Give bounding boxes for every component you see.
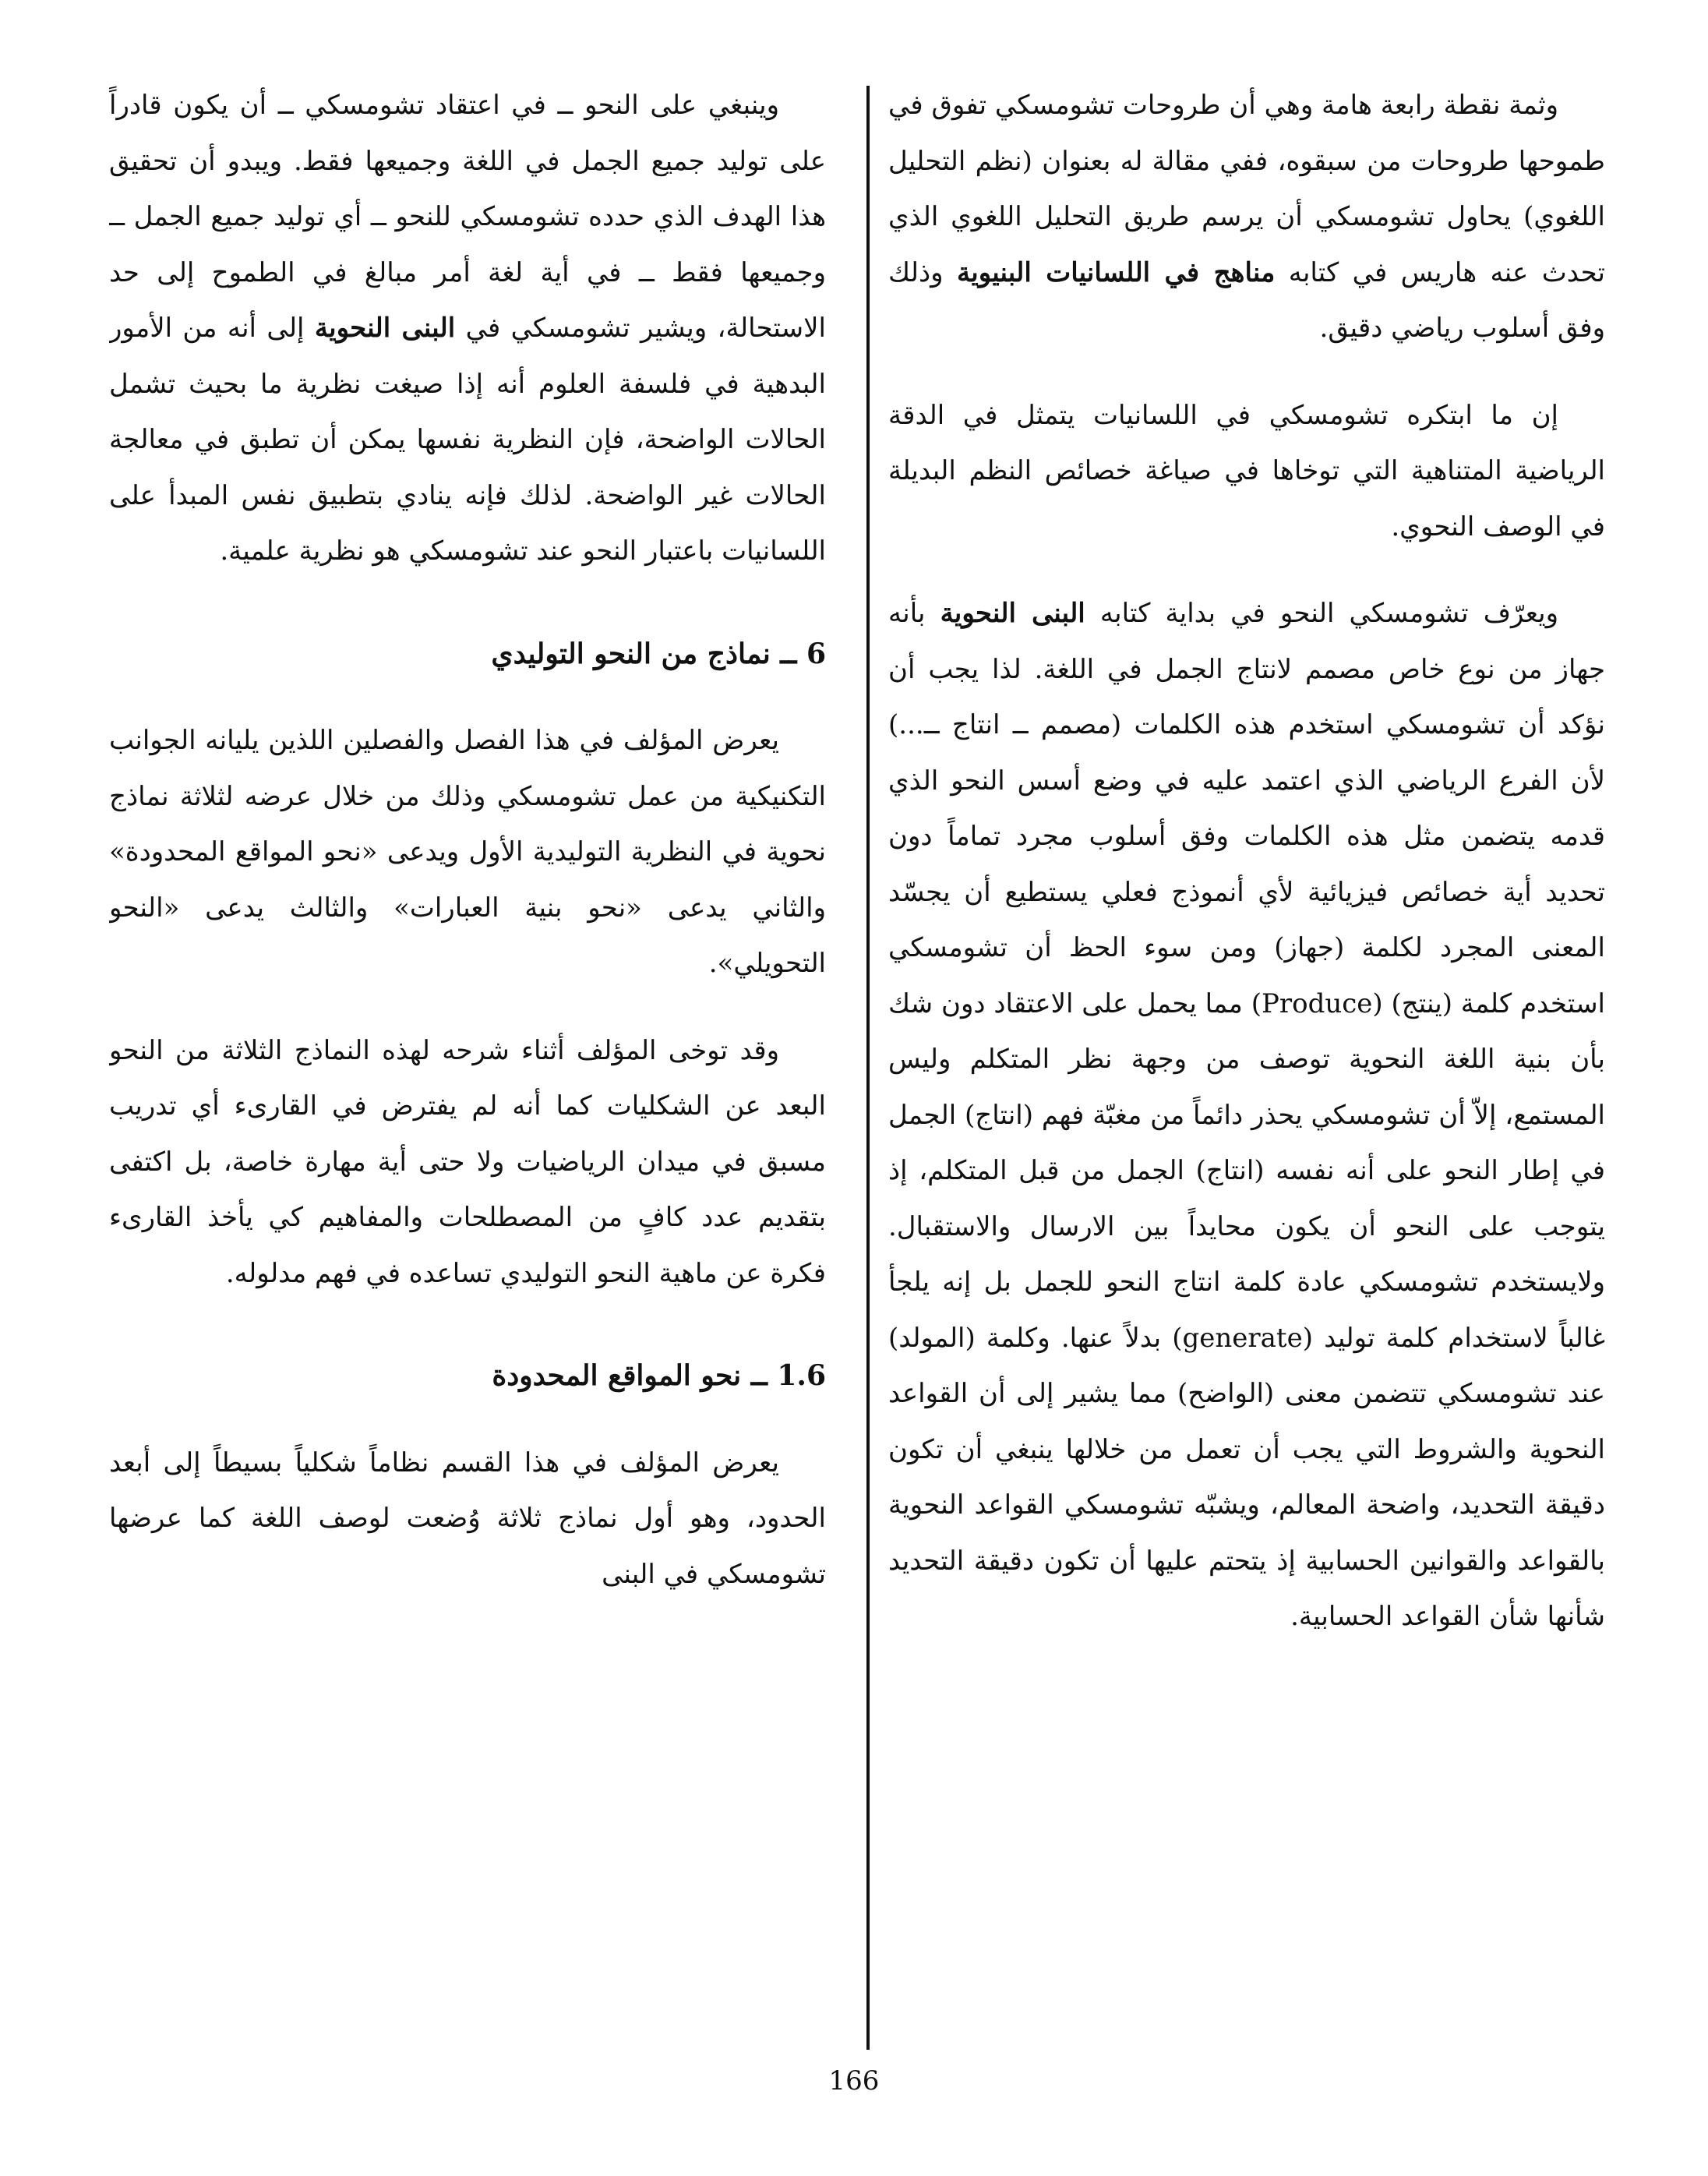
paragraph: وقد توخى المؤلف أثناء شرحه لهذه النماذج الثلاثة من النحو البعد عن الشكليات كما أنه لم يفترض في القارىء أي تدريب مسبق في ميدان الرياضيات ولا حتى أية مهارة خاصة، بل اكتفى بتقديم عدد كافٍ من المصطلحات والمفاهيم كي يأخذ القارىء فكرة عن ماهية النحو التوليدي تساعده في فهم مدلوله.	[109, 1034, 826, 1289]
paragraph: إن ما ابتكره تشومسكي في اللسانيات يتمثل في الدقة الرياضية المتناهية التي توخاها في صياغة خصائص النظم البديلة في الوصف النحوي.	[888, 399, 1605, 542]
paragraph-text: وينبغي على النحو ــ في اعتقاد تشومسكي ــ أن يكون قادراً على توليد جميع الجمل في اللغة وجميعها فقط. ويبدو أن تحقيق هذا الهدف الذي حدده تشومسكي للنحو ــ أي توليد جميع الجمل ــ وجميعها فقط ــ في أية لغة أمر مبالغ في الطموح إلى حد الاستحالة، ويشير تشومسكي في	[109, 90, 826, 344]
paragraph-text: إلى أنه من الأمور البدهية في فلسفة العلوم أنه إذا صيغت نظرية ما بحيث تشمل الحالات الواضحة، فإن النظرية نفسها يمكن أن تطبق في معالجة الحالات غير الواضحة. لذلك فإنه ينادي بتطبيق نفس المبدأ على اللسانيات باعتبار النحو عند تشومسكي هو نظرية علمية.	[109, 313, 826, 567]
column-divider	[866, 86, 870, 2050]
right-column	[888, 78, 1605, 2042]
book-title: البنى النحوية	[940, 598, 1085, 629]
paragraph-text: ويعرّف تشومسكي النحو في بداية كتابه	[1099, 598, 1558, 629]
paragraph	[888, 78, 1605, 357]
paragraph	[109, 78, 826, 580]
paragraph-text: وذلك وفق أسلوب رياضي دقيق.	[888, 256, 1605, 344]
paragraph: يعرض المؤلف في هذا الفصل والفصلين اللذين يليانه الجوانب التكنيكية من عمل تشومسكي وذلك من خلال عرضه لثلاثة نماذج نحوية في النظرية التوليدية الأول ويدعى «نحو المواقع المحدودة» والثاني يدعى «نحو بنية العبارات» والثالث يدعى «النحو التحويلي».	[109, 725, 826, 979]
book-title: البنى النحوية	[314, 313, 456, 344]
paragraph	[888, 586, 1605, 1645]
page-number: 166	[828, 2065, 880, 2097]
left-column	[109, 78, 826, 2042]
paragraph-text: وثمة نقطة رابعة هامة وهي أن طروحات تشومسكي تفوق في طموحها طروحات من سبقوه، ففي مقالة له بعنوان (نظم التحليل اللغوي) يحاول تشومسكي أن يرسم طريق التحليل اللغوي الذي تحدث عنه هاريس في كتابه	[888, 90, 1605, 288]
book-title: مناهج في اللسانيات البنيوية	[957, 256, 1276, 288]
section-heading: 6 ــ نماذج من النحو التوليدي	[491, 637, 826, 670]
subsection-heading: 1.6 ــ نحو المواقع المحدودة	[492, 1359, 826, 1392]
paragraph: يعرض المؤلف في هذا القسم نظاماً شكلياً بسيطاً إلى أبعد الحدود، وهو أول نماذج ثلاثة وُضعت لوصف اللغة كما عرضها تشومسكي في البنى	[109, 1447, 826, 1590]
paragraph-text: بأنه جهاز من نوع خاص مصمم لانتاج الجمل في اللغة. لذا يجب أن نؤكد أن تشومسكي استخدم هذه الكلمات (مصمم ــ انتاج ــ...) لأن الفرع الرياضي الذي اعتمد عليه في وضع أسس النحو الذي قدمه يتضمن مثل هذه الكلمات وفق أسلوب مجرد تماماً دون تحديد أية خصائص فيزيائية لأي أنموذج فعلي يستطيع أن يجسّد المعنى المجرد لكلمة (جهاز) ومن سوء الحظ أن تشومسكي استخدم كلمة (ينتج) (Produce) مما يحمل على الاعتقاد دون شك بأن بنية اللغة النحوية توصف من وجهة نظر المتكلم وليس المستمع، إلاّ أن تشومسكي يحذر دائماً من مغبّة فهم (انتاج) الجمل في إطار النحو على أنه نفسه (انتاج) الجمل من قبل المتكلم، إذ يتوجب على النحو أن يكون محايداً بين الارسال والاستقبال. ولايستخدم تشومسكي عادة كلمة انتاج النحو للجمل بل إنه يلجأ غالباً لاستخدام كلمة توليد (generate) بدلاً عنها. وكلمة (المولد) عند تشومسكي تتضمن معنى (الواضح) مما يشير إلى أن القواعد النحوية والشروط التي يجب أن تعمل من خلالها ينبغي أن تكون دقيقة التحديد، واضحة المعالم، ويشبّه تشومسكي القواعد النحوية بالقواعد والقوانين الحسابية إذ يتحتم عليها أن تكون دقيقة التحديد شأنها شأن القواعد الحسابية.	[888, 598, 1605, 1632]
